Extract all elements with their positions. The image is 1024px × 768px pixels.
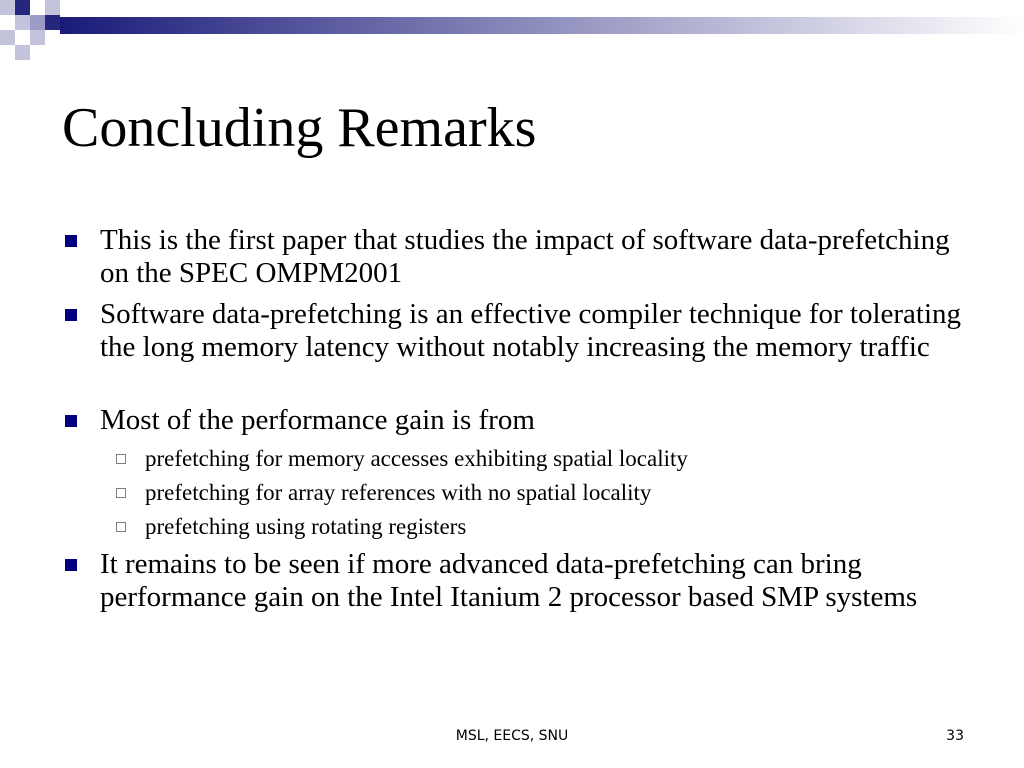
bullet-text: Most of the performance gain is from <box>100 404 535 436</box>
bullet-text: It remains to be seen if more advanced data-prefetching can bring performance gain on the Intel Itanium 2 processor based SMP systems <box>100 548 918 613</box>
sub-bullet-item <box>145 479 985 507</box>
bullet-text: This is the first paper that studies the impact of software data-prefetching on the SPEC OMPM2001 <box>100 224 950 289</box>
bullet-item <box>100 298 980 364</box>
hollow-square-bullet-icon <box>116 488 126 498</box>
sub-bullet-item <box>145 513 985 541</box>
sub-bullet-text: prefetching for memory accesses exhibiting spatial locality <box>145 446 688 471</box>
hollow-square-bullet-icon <box>116 454 126 464</box>
bullet-item <box>100 224 980 290</box>
bullet-text: Software data-prefetching is an effective compiler technique for tolerating the long memory latency without notably increasing the memory traffic <box>100 298 962 363</box>
bullet-item <box>100 404 980 437</box>
square-bullet-icon <box>65 309 77 321</box>
page-number: 33 <box>946 728 964 744</box>
slide-title: Concluding Remarks <box>62 97 537 159</box>
sub-bullet-text: prefetching using rotating registers <box>145 514 467 539</box>
bullet-item <box>100 548 980 614</box>
hollow-square-bullet-icon <box>116 522 126 532</box>
square-bullet-icon <box>65 559 77 571</box>
square-bullet-icon <box>65 415 77 427</box>
sub-bullet-text: prefetching for array references with no spatial locality <box>145 480 652 505</box>
footer-text: MSL, EECS, SNU <box>455 728 569 744</box>
sub-bullet-item <box>145 445 985 473</box>
square-bullet-icon <box>65 235 77 247</box>
